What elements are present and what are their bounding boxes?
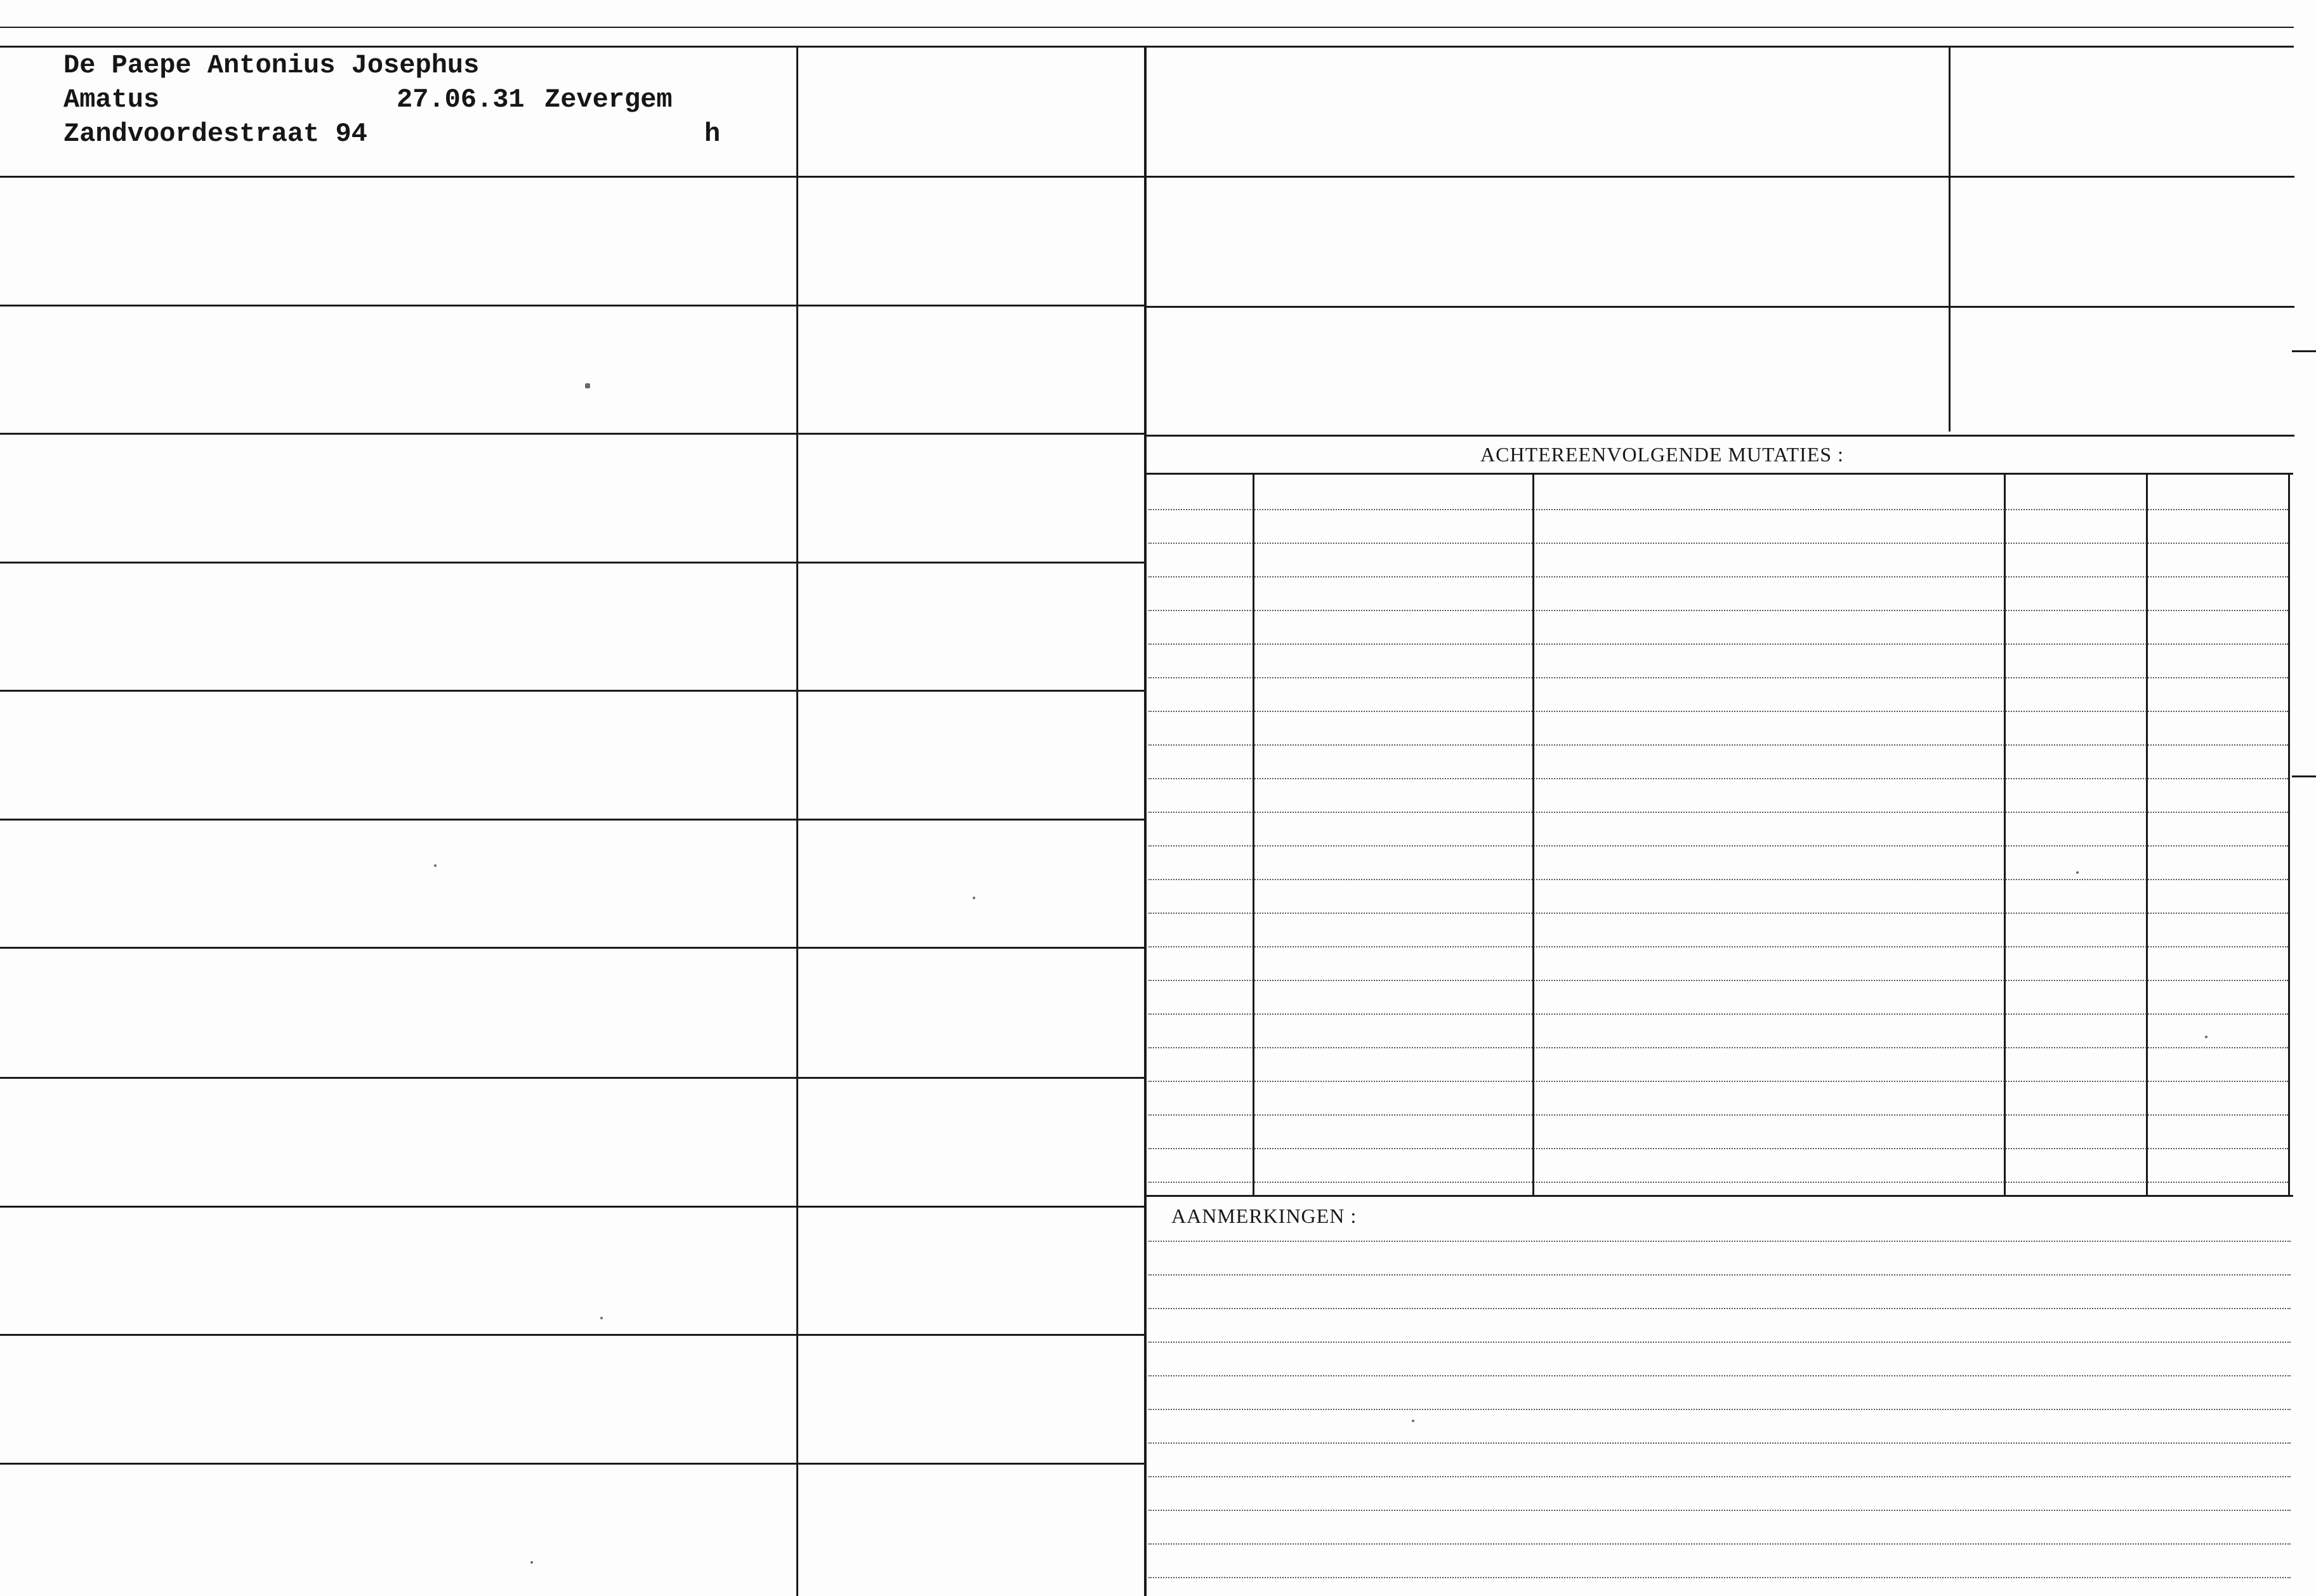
remarks-ruled-line [1148, 1375, 2291, 1376]
remarks-heading: AANMERKINGEN : [1171, 1204, 1357, 1227]
right-row-line-1 [1146, 176, 2294, 178]
mutations-ruled-line [1148, 744, 2288, 746]
record-birth-place: Zevergem [544, 84, 673, 115]
remarks-ruled-line [1148, 1577, 2291, 1578]
edge-mark-2 [2292, 775, 2316, 777]
mutations-ruled-line [1148, 980, 2288, 981]
mutations-ruled-line [1148, 1013, 2288, 1015]
record-name: De Paepe Antonius Josephus [63, 50, 480, 81]
record-second-name: Amatus [63, 84, 160, 115]
row-line-7 [0, 947, 1144, 949]
mutations-heading: ACHTEREENVOLGENDE MUTATIES : [1480, 443, 1844, 466]
mutations-ruled-line [1148, 1047, 2288, 1048]
record-mark: h [704, 119, 721, 149]
right-row-line-2 [1146, 306, 2294, 308]
scan-speck [600, 1317, 603, 1319]
mutations-ruled-line [1148, 509, 2288, 510]
divider-left-column [796, 48, 798, 1596]
row-line-5 [0, 690, 1144, 692]
row-line-3 [0, 433, 1144, 435]
mutations-ruled-line [1148, 913, 2288, 914]
remarks-ruled-line [1148, 1510, 2291, 1511]
divider-right-top [1949, 48, 1951, 432]
mutations-ruled-line [1148, 778, 2288, 779]
mutations-ruled-line [1148, 1114, 2288, 1116]
row-line-9 [0, 1206, 1144, 1208]
remarks-ruled-line [1148, 1476, 2291, 1477]
remarks-ruled-line [1148, 1241, 2291, 1242]
remarks-ruled-line [1148, 1274, 2291, 1276]
scan-speck [2205, 1036, 2207, 1038]
mutations-ruled-line [1148, 677, 2288, 678]
mutations-table-top [1146, 473, 2293, 475]
mutations-col-4 [2146, 475, 2148, 1195]
mutations-ruled-line [1148, 812, 2288, 813]
mutations-ruled-line [1148, 1182, 2288, 1183]
mutations-ruled-line [1148, 643, 2288, 645]
record-address: Zandvoordestraat 94 [63, 119, 367, 149]
row-line-4 [0, 562, 1144, 564]
divider-middle-column [1144, 48, 1147, 1596]
mutations-ruled-line [1148, 610, 2288, 611]
row-line-1 [0, 176, 1144, 178]
scan-speck [434, 864, 437, 867]
mutations-col-1 [1253, 475, 1254, 1195]
mutations-ruled-line [1148, 879, 2288, 880]
mutations-col-3 [2004, 475, 2006, 1195]
scan-speck [2076, 871, 2079, 874]
scan-speck [973, 897, 975, 899]
row-line-6 [0, 819, 1144, 821]
remarks-ruled-line [1148, 1442, 2291, 1444]
right-row-line-3 [1146, 435, 2294, 437]
mutations-ruled-line [1148, 543, 2288, 544]
remarks-ruled-line [1148, 1342, 2291, 1343]
mutations-ruled-line [1148, 946, 2288, 947]
mutations-ruled-line [1148, 711, 2288, 712]
row-line-2 [0, 305, 1144, 307]
remarks-ruled-line [1148, 1308, 2291, 1309]
row-line-8 [0, 1077, 1144, 1079]
mutations-col-2 [1532, 475, 1534, 1195]
mutations-table-bottom [1146, 1195, 2293, 1197]
scan-speck [1412, 1420, 1414, 1422]
remarks-ruled-line [1148, 1409, 2291, 1410]
mutations-ruled-line [1148, 845, 2288, 847]
mutations-ruled-line [1148, 576, 2288, 577]
row-line-10 [0, 1334, 1144, 1336]
mutations-ruled-line [1148, 1148, 2288, 1149]
record-birth-date: 27.06.31 [397, 84, 525, 115]
scan-speck [530, 1561, 533, 1564]
mutations-col-right [2288, 475, 2290, 1195]
mutations-ruled-line [1148, 1081, 2288, 1082]
remarks-ruled-line [1148, 1543, 2291, 1545]
edge-mark-1 [2292, 350, 2316, 352]
card-top-edge [0, 27, 2294, 28]
row-line-11 [0, 1463, 1144, 1465]
scan-speck [585, 383, 590, 388]
